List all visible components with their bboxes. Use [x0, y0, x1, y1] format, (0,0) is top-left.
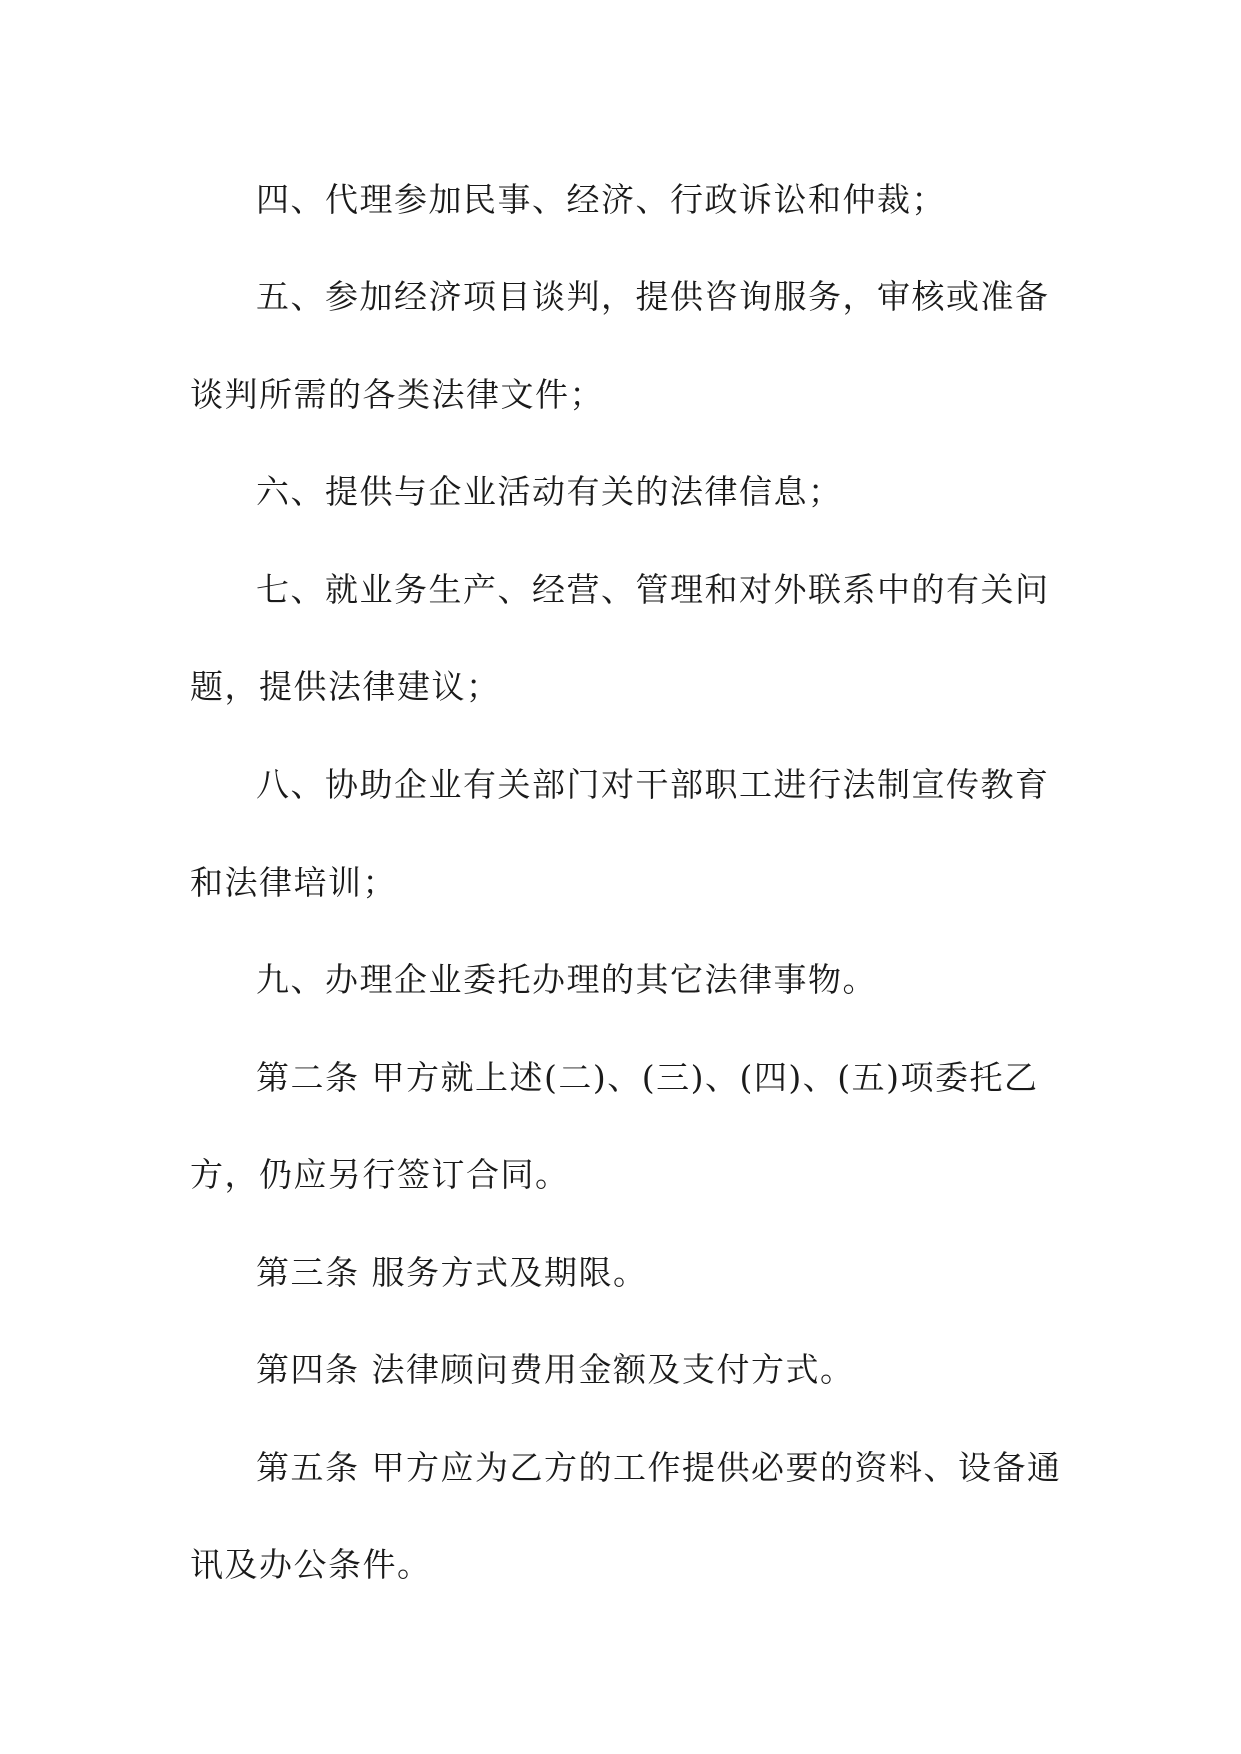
clause-9-line: 九、办理企业委托办理的其它法律事物。	[256, 960, 877, 999]
article-3-line: 第三条 服务方式及期限。	[256, 1253, 648, 1292]
article-5-line-1: 第五条 甲方应为乙方的工作提供必要的资料、设备通	[256, 1448, 1062, 1487]
clause-8-line-1: 八、协助企业有关部门对干部职工进行法制宣传教育	[256, 765, 1050, 804]
clause-7-line-1: 七、就业务生产、经营、管理和对外联系中的有关问	[256, 570, 1050, 609]
clause-8-line-2: 和法律培训；	[190, 863, 397, 902]
clause-5-line-1: 五、参加经济项目谈判，提供咨询服务，审核或准备	[256, 277, 1050, 316]
clause-6-line: 六、提供与企业活动有关的法律信息；	[256, 472, 843, 511]
article-2-line-1: 第二条 甲方就上述(二)、(三)、(四)、(五)项委托乙	[256, 1058, 1039, 1097]
clause-5-line-2: 谈判所需的各类法律文件；	[190, 375, 604, 414]
article-2-line-2: 方，仍应另行签订合同。	[190, 1155, 570, 1194]
article-5-line-2: 讯及办公条件。	[190, 1545, 432, 1584]
clause-4-line: 四、代理参加民事、经济、行政诉讼和仲裁；	[256, 180, 946, 219]
clause-7-line-2: 题，提供法律建议；	[190, 667, 501, 706]
article-4-line: 第四条 法律顾问费用金额及支付方式。	[256, 1350, 855, 1389]
